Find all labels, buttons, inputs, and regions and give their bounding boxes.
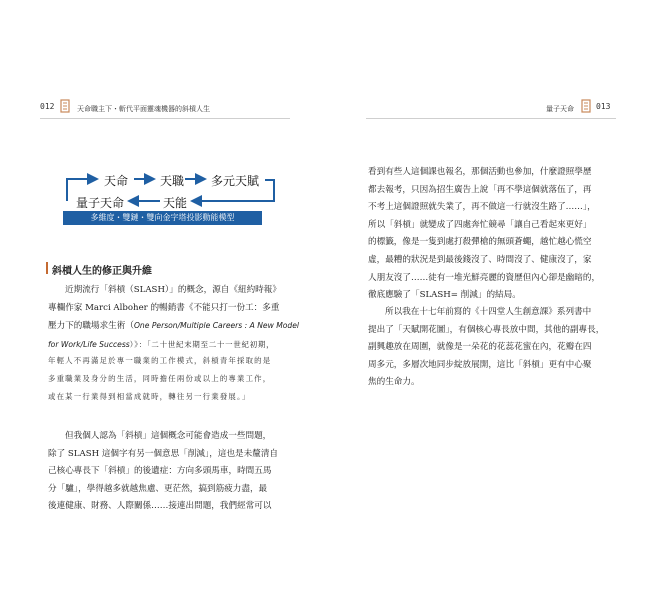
line: 除了 SLASH 這個字有另一個意思「削減」，這也是未釐清自 [48, 448, 279, 459]
line: 分「驢」，學得越多就越焦慮、更茫然，搞到筋疲力盡，最 [48, 483, 268, 494]
left-page-number: 012 [40, 102, 55, 111]
left-paragraph-1 [48, 282, 300, 354]
node-liangzi-tianming: 量子天命 [76, 196, 125, 210]
line: 看到有些人這個課也報名，那個活動也參加，什麼證照學歷 [368, 167, 592, 177]
line: 徹底應驗了「SLASH= 削減」的結局。 [368, 290, 521, 301]
line: 周多元，多層次地同步綻放展開，這比「斜槓」更有中心聚 [368, 359, 592, 370]
line: 焦的生命力。 [368, 377, 420, 388]
line: 提出了「天賦開花圖」，有個核心專長放中間，其他的副專長， [368, 324, 605, 335]
line: 近期流行「斜槓（SLASH）」的概念，源自《紐約時報》 [65, 285, 281, 295]
node-tianneng: 天能 [163, 196, 188, 210]
left-running-head: 天命職主下・斬代平面靈魂機器的斜槓人生 [77, 105, 210, 113]
line: 所以「斜槓」就變成了四處奔忙競尋「讓自己看起來更好」 [368, 219, 592, 230]
left-paragraph-2 [48, 428, 290, 516]
line: 人朋友沒了……徒有一堆光鮮亮麗的資歷但內心卻是幽暗的， [368, 272, 601, 283]
line: 多重職業及身分的生活，同時擔任兩份或以上的專業工作， [48, 374, 272, 383]
book-title-en-cont: for Work/Life Success [48, 339, 130, 349]
line: 但我個人認為「斜槓」這個概念可能會造成一些問題， [65, 431, 272, 441]
node-tianming: 天命 [104, 174, 129, 188]
text: 壓力下的職場求生術（ [48, 321, 134, 332]
line: 己核心專長下「斜槓」的後遺症：方向多頭馬車，時間五馬 [48, 466, 272, 477]
right-page-number: 013 [596, 102, 611, 111]
line [48, 317, 300, 336]
section-marker [46, 262, 48, 274]
section-title: 斜槓人生的修正與升維 [52, 266, 152, 277]
line: 專欄作家 Marci Alboher 的暢銷書《不能只打一份工：多重 [48, 302, 280, 313]
node-duoyuan-tianfu: 多元天賦 [211, 174, 260, 188]
page-ornament-icon [581, 99, 591, 113]
right-paragraph-2 [368, 304, 618, 392]
right-paragraph-1 [368, 164, 618, 305]
node-tianzhi: 天職 [160, 174, 185, 188]
right-header-rule [366, 118, 616, 119]
line: 年輕人不再滿足於專一職業的工作模式，斜槓青年採取的是 [48, 356, 272, 365]
line: 的標籤，像是一隻到處打殺彈槍的無頭蒼蠅，越忙越心慌空 [368, 237, 592, 248]
book-title-en: One Person/Multiple Careers : A New Model [133, 321, 300, 331]
line: 所以我在十七年前寫的《十四堂人生創意課》系列書中 [385, 307, 592, 317]
diagram-banner: 多維度・雙鏈・雙向金字塔投影動能模型 [63, 211, 262, 225]
line: 後連健康、財務、人際關係……接連出問題，我們經常可以 [48, 501, 272, 512]
line: 不考上這個證照就失業了，再不做這一行就沒生路了……」， [368, 202, 596, 213]
line: 副興趣放在周圍，就像是一朵花的花蕊花蜜在內，花瓣在四 [368, 342, 592, 353]
line: 虛，最糟的狀況是到最後錢沒了、時間沒了、健康沒了，家 [368, 254, 592, 265]
text: ）》：「二十世紀末期至二十一世紀初期， [129, 339, 275, 349]
quote-block [48, 352, 290, 406]
line: 或在某一行業得到相當成就時，轉往另一行業發展。」 [48, 392, 251, 401]
right-running-head: 量子天命 [546, 105, 574, 113]
line: 都去報考，只因為招生廣告上說「再不學這個就落伍了，再 [368, 184, 592, 195]
